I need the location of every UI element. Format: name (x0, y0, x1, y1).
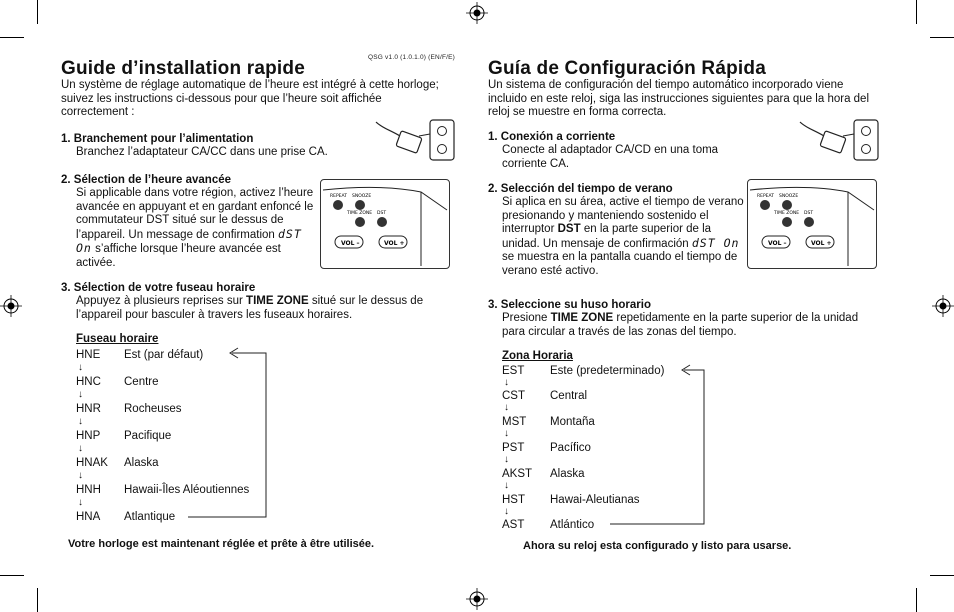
final-message-es: Ahora su reloj esta configurado y listo para usarse. (523, 540, 792, 552)
tz-name: Alaska (124, 457, 159, 469)
down-arrow-icon: ↓ (504, 402, 509, 413)
down-arrow-icon: ↓ (78, 497, 83, 508)
tz-code: CST (502, 390, 525, 402)
tz-code: HNE (76, 349, 101, 361)
down-arrow-icon: ↓ (504, 377, 509, 388)
tz-code: HST (502, 494, 525, 506)
tz-header-fr: Fuseau horaire (76, 333, 159, 345)
tz-name: Centre (124, 376, 159, 388)
down-arrow-icon: ↓ (78, 416, 83, 427)
button-label-dst: DST (377, 211, 387, 216)
step2-text-a-fr: Si applicable dans votre région, activez l’heure avancée en appuyant et en gardant enfoncé le commutateur DST situé sur le dessus de l’appareil. Un message de confirmation (76, 187, 314, 241)
vol-up-label: VOL + (811, 240, 832, 247)
registration-mark-icon (0, 295, 22, 317)
page-title-fr: Guide d’installation rapide (61, 58, 305, 79)
step2-body-es (502, 196, 748, 278)
button-label-timezone: TIME ZONE (774, 211, 800, 216)
registration-mark-icon (466, 588, 488, 610)
tz-code: AST (502, 519, 525, 531)
vol-down-label: VOL – (341, 240, 360, 247)
down-arrow-icon: ↓ (78, 443, 83, 454)
power-adapter-icon (796, 116, 882, 164)
step2-text-a-es: Si aplica en su área, active el tiempo de verano presionando y manteniendo sostenido el interruptor (502, 196, 744, 235)
dst-on-display-es: dST On (691, 235, 740, 250)
cycle-loop-arrow-icon (186, 345, 270, 523)
crop-mark (916, 0, 917, 24)
power-adapter-icon (372, 116, 458, 164)
step2-text-b-es: en la parte superior de la unidad. Un mensaje de confirmación (502, 223, 712, 250)
crop-mark (37, 0, 38, 24)
step3-title-es: 3. Seleccione su huso horario (488, 299, 651, 311)
step1-title-es: 1. Conexión a corriente (488, 131, 616, 143)
tz-name: Atlántico (550, 519, 595, 531)
tz-code: HNP (76, 430, 101, 442)
button-label-snooze: SNOOZE (779, 194, 799, 199)
crop-mark (916, 588, 917, 612)
page-title-es: Guía de Configuración Rápida (488, 58, 766, 79)
registration-mark-icon (466, 2, 488, 24)
down-arrow-icon: ↓ (504, 506, 509, 517)
crop-mark (37, 588, 38, 612)
crop-mark (930, 37, 954, 38)
tz-name: Rocheuses (124, 403, 182, 415)
intro-fr: Un système de réglage automatique de l’heure est intégré à cette horloge; suivez les instructions ci-dessous pour que l’heure soit affichée correctement : (61, 79, 439, 118)
step1-body-fr: Branchez l’adaptateur CA/CC dans une prise CA. (76, 146, 328, 158)
step3-body-fr (76, 295, 446, 322)
step2-text-c-es: se muestra en la pantalla cuando el tiempo de verano esté activo. (502, 251, 738, 277)
tz-name: Pacifique (124, 430, 172, 442)
vol-down-label: VOL – (768, 240, 787, 247)
step3-text-b-es: repetidamente en la parte superior de la unidad para circular a través de las zonas del tiempo. (502, 312, 859, 338)
down-arrow-icon: ↓ (504, 480, 509, 491)
tz-name: Alaska (550, 468, 585, 480)
tz-code: AKST (502, 468, 533, 480)
intro-es: Un sistema de configuración del tiempo automático incorporado viene incluido en este reloj, siga las instrucciones siguientes para que la hora del reloj se muestre en forma correcta. (488, 79, 870, 118)
tz-name: Este (predeterminado) (550, 365, 665, 377)
tz-name: Hawaii-Îles Aléoutiennes (124, 484, 250, 496)
tz-name: Est (par défaut) (124, 349, 204, 361)
tz-name: Hawai-Aleutianas (550, 494, 640, 506)
button-label-repeat: REPEAT (757, 194, 775, 199)
tz-header-es: Zona Horaria (502, 350, 573, 362)
tz-code: PST (502, 442, 525, 454)
registration-mark-icon (932, 295, 954, 317)
down-arrow-icon: ↓ (504, 454, 509, 465)
time-zone-keyword-es: TIME ZONE (550, 312, 614, 324)
tz-code: HNC (76, 376, 101, 388)
crop-mark (930, 575, 954, 576)
button-label-repeat: REPEAT (330, 194, 348, 199)
tz-code: HNR (76, 403, 101, 415)
crop-mark (0, 575, 24, 576)
step3-text-a-fr: Appuyez à plusieurs reprises sur (76, 295, 243, 307)
button-label-dst: DST (804, 211, 814, 216)
step1-title-fr: 1. Branchement pour l’alimentation (61, 133, 254, 145)
step3-text-a-es: Presione (502, 312, 548, 324)
vol-up-label: VOL + (384, 240, 405, 247)
dst-keyword-es: DST (557, 223, 581, 235)
clock-top-illustration (747, 179, 877, 269)
final-message-fr: Votre horloge est maintenant réglée et prête à être utilisée. (68, 538, 375, 550)
step3-text-b-fr: situé sur le dessus de l’appareil pour basculer à travers les fuseaux horaires. (76, 295, 424, 321)
down-arrow-icon: ↓ (78, 362, 83, 373)
step1-body-es: Conecte al adaptador CA/CD en una toma corriente CA. (502, 144, 719, 170)
down-arrow-icon: ↓ (78, 470, 83, 481)
step2-title-es: 2. Selección del tiempo de verano (488, 183, 673, 195)
tz-name: Montaña (550, 416, 595, 428)
version-label: QSG v1.0 (1.0.1.0) (EN/F/E) (368, 54, 456, 61)
tz-code: HNAK (76, 457, 108, 469)
down-arrow-icon: ↓ (504, 428, 509, 439)
tz-name: Atlantique (124, 511, 176, 523)
cycle-loop-arrow-icon (608, 362, 708, 530)
step2-title-fr: 2. Sélection de l’heure avancée (61, 174, 232, 186)
time-zone-keyword-fr: TIME ZONE (246, 295, 309, 307)
step2-body-fr (76, 187, 320, 270)
button-label-snooze: SNOOZE (352, 194, 372, 199)
button-label-timezone: TIME ZONE (347, 211, 373, 216)
tz-code: HNA (76, 511, 101, 523)
tz-code: MST (502, 416, 527, 428)
tz-name: Central (550, 390, 588, 402)
step3-body-es (502, 312, 872, 339)
tz-code: EST (502, 365, 525, 377)
dst-on-display-fr: dST On (76, 226, 302, 255)
step3-title-fr: 3. Sélection de votre fuseau horaire (61, 282, 256, 294)
tz-code: HNH (76, 484, 101, 496)
tz-name: Pacífico (550, 442, 591, 454)
clock-top-illustration (320, 179, 450, 269)
crop-mark (0, 37, 24, 38)
down-arrow-icon: ↓ (78, 389, 83, 400)
step2-text-b-fr: s’affiche lorsque l’heure avancée est activée. (76, 243, 281, 269)
